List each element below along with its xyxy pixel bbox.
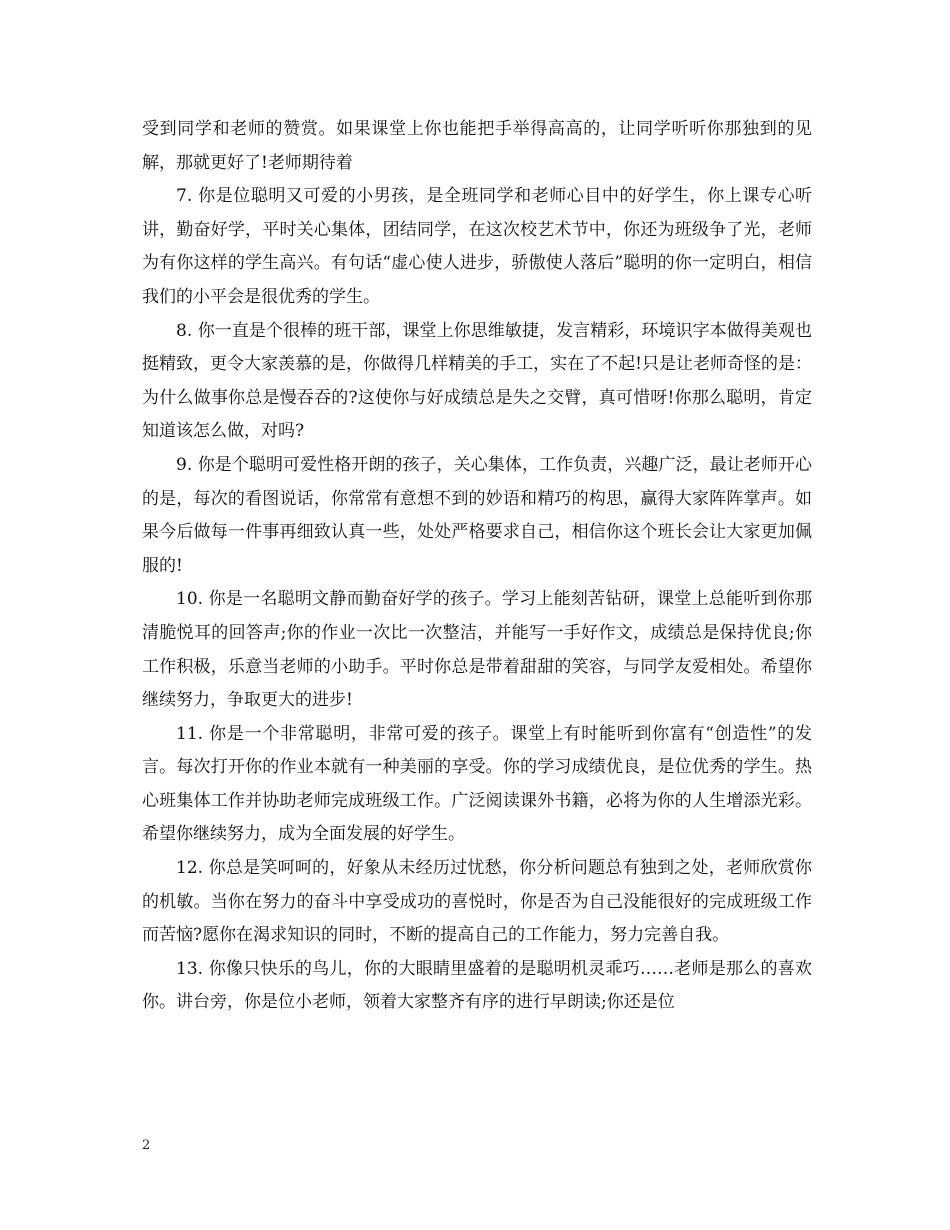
paragraph-item-13: 13. 你像只快乐的鸟儿，你的大眼睛里盛着的是聪明机灵乖巧……老师是那么的喜欢你。讲台旁，你是位小老师，领着大家整齐有序的进行早朗读;你还是位 [142, 958, 812, 1013]
paragraph-item-11: 11. 你是一个非常聪明，非常可爱的孩子。课堂上有时能听到你富有“创造性”的发言。每次打开你的作业本就有一种美丽的享受。你的学习成绩优良，是位优秀的学生。热心班集体工作并协助老师完成班级工作。广泛阅读课外书籍，必将为你的人生增添光彩。希望你继续努力，成为全面发展的好学生。 [142, 723, 812, 845]
document-body [142, 113, 812, 1020]
paragraph-item-10: 10. 你是一名聪明文静而勤奋好学的孩子。学习上能刻苦钻研，课堂上总能听到你那清脆悦耳的回答声;你的作业一次比一次整洁，并能写一手好作文，成绩总是保持优良;你工作积极，乐意当老师的小助手。平时你总是带着甜甜的笑容，与同学友爱相处。希望你继续努力，争取更大的进步! [142, 589, 812, 711]
paragraph-continuation: 受到同学和老师的赞赏。如果课堂上你也能把手举得高高的，让同学听听你那独到的见解，那就更好了!老师期待着 [142, 119, 812, 173]
paragraph-item-8: 8. 你一直是个很棒的班干部，课堂上你思维敏捷，发言精彩，环境识字本做得美观也挺精致，更令大家羡慕的是，你做得几样精美的手工，实在了不起!只是让老师奇怪的是：为什么做事你总是慢吞吞的?这使你与好成绩总是失之交臂，真可惜呀!你那么聪明，肯定知道该怎么做，对吗? [142, 320, 812, 442]
page-number: 2 [142, 1138, 151, 1153]
paragraph-item-9: 9. 你是个聪明可爱性格开朗的孩子，关心集体，工作负责，兴趣广泛，最让老师开心的是，每次的看图说话，你常常有意想不到的妙语和精巧的构思，赢得大家阵阵掌声。如果今后做每一件事再细致认真一些，处处严格要求自己，相信你这个班长会让大家更加佩服的! [142, 454, 812, 576]
paragraph-item-12: 12. 你总是笑呵呵的，好象从未经历过忧愁，你分析问题总有独到之处，老师欣赏你的机敏。当你在努力的奋斗中享受成功的喜悦时，你是否为自己没能很好的完成班级工作而苦恼?愿你在渴求知识的同时，不断的提高自己的工作能力，努力完善自我。 [142, 858, 812, 946]
paragraph-item-7: 7. 你是位聪明又可爱的小男孩，是全班同学和老师心目中的好学生，你上课专心听讲，勤奋好学，平时关心集体，团结同学，在这次校艺术节中，你还为班级争了光，老师为有你这样的学生高兴。有句话“虚心使人进步，骄傲使人落后”聪明的你一定明白，相信我们的小平会是很优秀的学生。 [142, 186, 812, 307]
